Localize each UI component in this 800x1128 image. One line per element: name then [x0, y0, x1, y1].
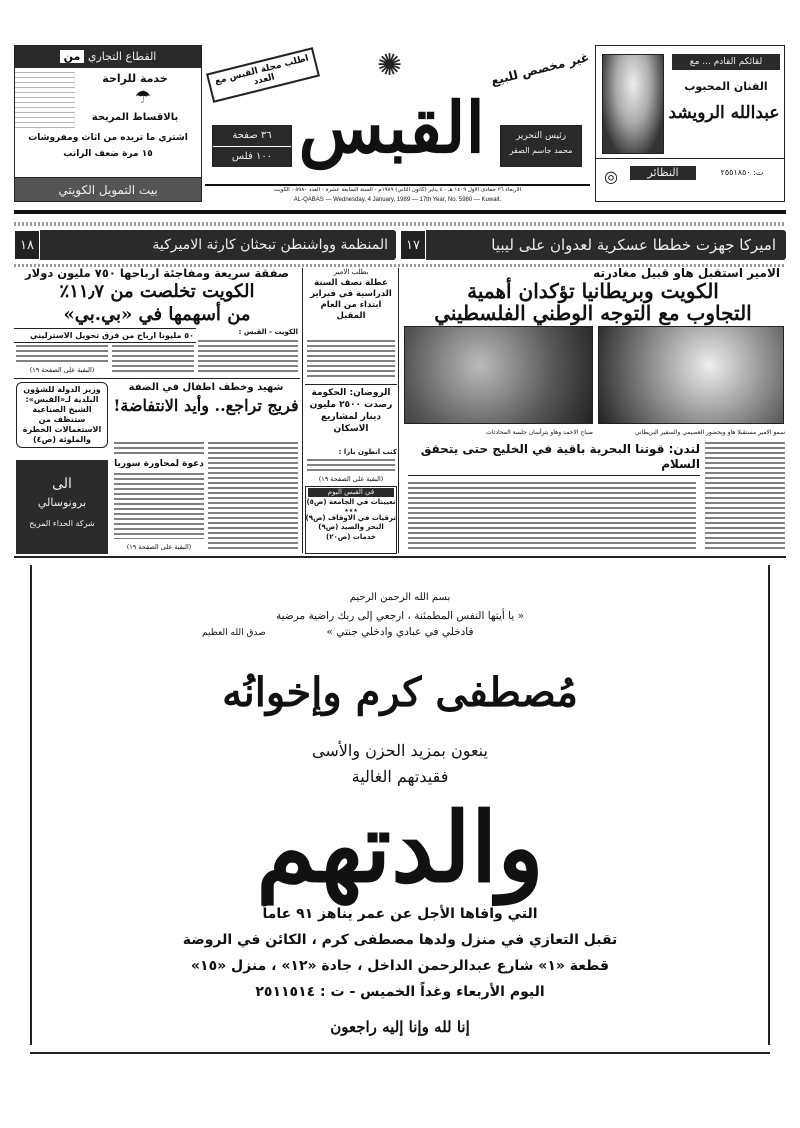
- newspaper-logo: القبس: [298, 86, 485, 169]
- sun-emblem-icon: ✺: [377, 48, 403, 83]
- ad-brand: بالاقساط المريحة: [91, 112, 179, 123]
- lead-body-text: [705, 442, 785, 552]
- school-body-text: [307, 340, 395, 380]
- condolence-line: تقبل التعازي في منزل ولدها مصطفى كرم ، الكائن في الروضة: [182, 932, 618, 948]
- sponsor-phone: ت: ٢٥٥١٨٥٠: [720, 168, 764, 177]
- sponsor-name: النظائر: [630, 166, 696, 180]
- column-rule: [398, 268, 399, 553]
- banner-text: المنظمة وواشنطن تبحثان كارثة الاميركية: [152, 237, 388, 253]
- ad-line-1: الى: [52, 476, 72, 492]
- bottom-rule: [30, 1052, 770, 1054]
- quran-verse-end: صدق الله العظيم: [202, 628, 266, 638]
- date-line-arabic: الاربعاء ٢٦ جمادى الاول ١٤٠٩ هـ - ٤ يناير (كانون الثاني) ١٩٨٩م - السنة السابعة عشرة - العدد ٥٩٨٠ - الكويت: [273, 187, 522, 193]
- quran-verse-2: فادخلي في عبادي وادخلي جنتي »: [326, 626, 474, 638]
- loss-line: فقيدتهم الغالية: [351, 767, 449, 786]
- family-name: مُصطفى كرم وإخوانُه: [222, 669, 578, 716]
- section-rule: [14, 556, 786, 558]
- ad-offer: اشتري ما تريده من اثاث ومفروشات: [28, 133, 188, 143]
- index-item[interactable]: خدمات (ص٢٠): [326, 532, 376, 541]
- age-line: التي وافاها الأجل عن عمر يناهز ٩١ عاماً: [262, 906, 538, 922]
- lead-subhead[interactable]: لندن: قوتنا البحرية باقية في الخليج حتى يتحقق السلام: [408, 442, 700, 476]
- talks-photo: [404, 326, 593, 424]
- bp-body-text-right: [198, 340, 298, 375]
- bp-kicker: صفقة سريعة ومفاجئة ارباحها ٧٥٠ مليون دولار: [25, 266, 289, 280]
- banner-headline-libya[interactable]: [400, 230, 786, 260]
- index-item[interactable]: ترقيات في الاوقاف (ص٩): [305, 513, 396, 522]
- bp-headline-1[interactable]: الكويت تخلصت من ١١٫٧٪: [59, 281, 255, 302]
- deceased-title: والدتهم: [256, 791, 544, 904]
- ad-months: ١٥ مرة ضعف الراتب: [63, 149, 153, 159]
- bp-body-text-left: [16, 345, 108, 363]
- ad-from: من: [60, 50, 85, 63]
- dotted-rule: [14, 222, 786, 226]
- freij-body-left: [114, 473, 204, 539]
- subhead-body-text: [408, 482, 696, 552]
- banner-headline-plo[interactable]: [14, 230, 396, 260]
- index-title: في القبس اليوم: [308, 488, 394, 497]
- address-line: قطعة «١» شارع عبدالرحمن الداخل ، جادة «١٢» ، منزل «١٥»: [190, 958, 609, 974]
- lead-headline-1[interactable]: الكويت وبريطانيا تؤكدان أهمية: [467, 279, 719, 303]
- divider: [14, 378, 300, 379]
- banner-page: ١٧: [400, 230, 426, 260]
- editor-name: محمد جاسم الصقر: [509, 146, 573, 155]
- school-headline[interactable]: عطلة نصف السنة الدراسية في فبراير ابتداء من العام المقبل: [310, 278, 392, 321]
- basmala: بسم الله الرحمن الرحيم: [349, 592, 451, 603]
- artist-photo: [602, 54, 664, 154]
- divider: [596, 158, 784, 159]
- ad-service: خدمة للراحة: [102, 72, 168, 85]
- left-advertisement: [14, 45, 202, 202]
- obituary-notice: [30, 565, 770, 1045]
- bp-subhead[interactable]: ٥٠ مليونا ارباح من فرق تحويل الاسترليني: [14, 328, 196, 343]
- header-rule: [14, 210, 786, 214]
- masthead-rule: [205, 184, 590, 186]
- ad-bank: بيت التمويل الكويتي: [15, 177, 201, 201]
- photo-caption-2: صباح الاحمد وهاو يترأسان جلسة المحادثات: [486, 429, 593, 436]
- artist-name: عبدالله الرويشد: [668, 103, 780, 123]
- condolence-days: اليوم الأربعاء وغداً الخميس - ت : ٢٥١١٥١٤: [255, 984, 545, 1000]
- date-line-english: AL-QABAS — Wednesday, 4 January, 1989 — 17th Year, No. 5980 — Kuwait.: [293, 197, 502, 203]
- column-rule: [302, 268, 303, 553]
- freij-body-left-top: [114, 442, 204, 456]
- freij-headline[interactable]: فريج تراجع.. وأيد الانتفاضة!: [113, 396, 299, 415]
- bp-body-text-middle: [112, 345, 194, 375]
- shoe-advertisement: [16, 460, 108, 554]
- freij-kicker: شهيد وخطف اطفال في الضفة: [128, 382, 284, 393]
- editor-box: [500, 125, 582, 167]
- bp-headline-2[interactable]: من أسهمها في «بي.بي»: [63, 304, 251, 325]
- housing-byline: كتب انطون بارا :: [338, 448, 397, 456]
- index-item[interactable]: تعيينات في الجامعة (ص٥): [306, 498, 396, 506]
- artist-label: الفنان المحبوب: [684, 80, 768, 93]
- housing-body-text: [307, 459, 395, 473]
- not-for-sale: غير مخصص للبيع: [489, 50, 591, 88]
- tennis-racket-graphic: [15, 68, 75, 128]
- lead-headline-2[interactable]: التجاوب مع التوجه الوطني الفلسطيني: [434, 301, 752, 325]
- banner-text: اميركا جهزت خططا عسكرية لعدوان على ليبيا: [491, 236, 776, 254]
- housing-headline[interactable]: الروضان: الحكومة رصدت ٢٥٠٠ مليون دينار لمشاريع الاسكان: [305, 384, 397, 435]
- bp-dateline: الكويت - القبس :: [238, 328, 298, 336]
- lead-kicker: الامير استقبل هاو قبيل مغادرته: [593, 266, 780, 280]
- quran-verse-1: « يا أيتها النفس المطمئنة ، ارجعي إلى ربك راضية مرضية: [275, 610, 525, 622]
- price: ١٠٠ فلس: [213, 147, 291, 166]
- ad-sector: القطاع التجاري: [87, 50, 157, 63]
- sponsor-logo-icon: ◎: [604, 167, 618, 186]
- banner-page: ١٨: [14, 230, 40, 260]
- emir-meeting-photo: [598, 326, 784, 424]
- photo-caption-1: سمو الامير مستقبلا هاو ويحضور العصيمي والسفير البريطاني: [634, 429, 785, 436]
- ad-line-2: برونوسالي: [37, 496, 87, 509]
- umbrella-icon: ☂: [134, 87, 151, 108]
- continued-note: (البقية على الصفحة ١٩): [29, 366, 95, 374]
- editor-label: رئيس التحرير: [515, 131, 567, 141]
- index-item[interactable]: البحر والصيد (ص٩): [318, 523, 384, 531]
- mourning-line: ينعون بمزيد الحزن والأسى: [312, 741, 488, 760]
- continued-note: (البقية على الصفحة ١٩): [318, 475, 384, 483]
- right-advertisement: [595, 45, 785, 202]
- closing-verse: إنا لله وإنا إليه راجعون: [330, 1018, 470, 1036]
- freij-subhead: دعوة لمحاورة سوريا: [114, 459, 204, 469]
- page-count: ٣٦ صفحة: [213, 126, 291, 146]
- magazine-promo: اطلب مجلة القبس مع العدد: [206, 47, 320, 103]
- index-separator: ★★★: [344, 507, 358, 514]
- school-kicker: بطلب الامير: [333, 268, 369, 276]
- price-box: [212, 125, 292, 167]
- minister-box[interactable]: وزير الدولة للشؤون البلدية لـ«القبس»: الشيخ الصناعية ستنظف من الاستعمالات الخطرة والملوثة (ص٤): [16, 382, 108, 448]
- continued-note: (البقية على الصفحة ١٩): [126, 543, 192, 551]
- freij-body-right: [208, 442, 298, 550]
- index-box: [305, 486, 397, 554]
- ad-company: شركة الحداء المريح: [29, 519, 95, 528]
- ad-meet: لقائكم القادم ... مع: [672, 54, 780, 70]
